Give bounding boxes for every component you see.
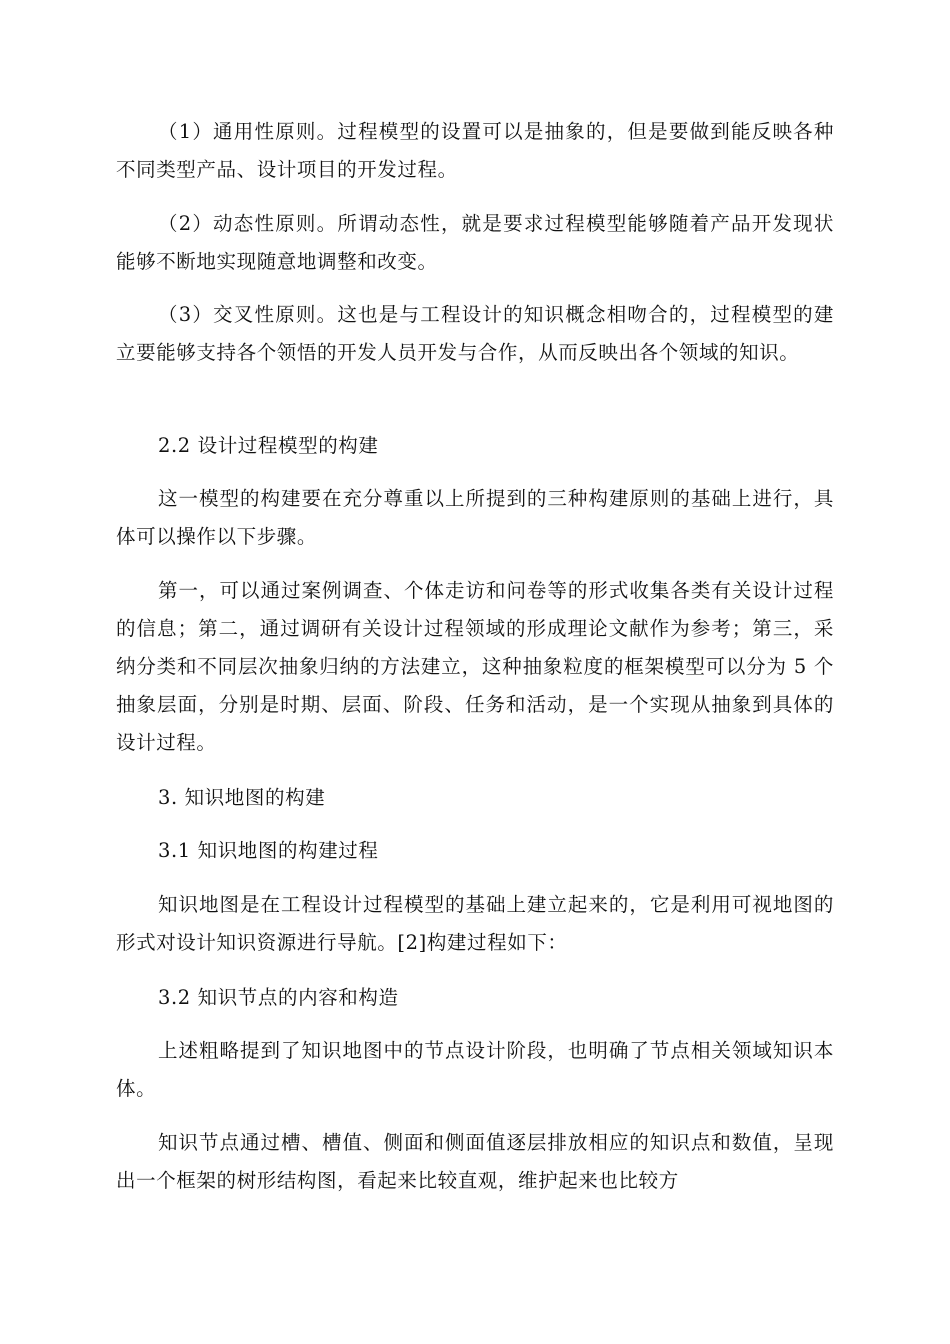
paragraph-principle-dynamic: （2）动态性原则。所谓动态性，就是要求过程模型能够随着产品开发现状能够不断地实现随意地调整和改变。 [116, 212, 834, 273]
paragraph-model-intro: 这一模型的构建要在充分尊重以上所提到的三种构建原则的基础上进行，具体可以操作以下步骤。 [116, 487, 834, 548]
paragraph-principle-crossover: （3）交叉性原则。这也是与工程设计的知识概念相吻合的，过程模型的建立要能够支持各个领悟的开发人员开发与合作，从而反映出各个领域的知识。 [116, 303, 834, 364]
paragraph-map-process: 知识地图是在工程设计过程模型的基础上建立起来的，它是利用可视地图的形式对设计知识资源进行导航。[2]构建过程如下： [116, 893, 834, 954]
section-heading-3: 3. 知识地图的构建 [158, 786, 326, 809]
paragraph-model-steps: 第一，可以通过案例调查、个体走访和问卷等的形式收集各类有关设计过程的信息；第二，通过调研有关设计过程领域的形成理论文献作为参考；第三，采纳分类和不同层次抽象归纳的方法建立，这种抽象粒度的框架模型可以分为 5 个抽象层面，分别是时期、层面、阶段、任务和活动，是一个实现从抽象到具体的设计过程。 [116, 579, 834, 754]
paragraph-node-structure: 知识节点通过槽、槽值、侧面和侧面值逐层排放相应的知识点和数值，呈现出一个框架的树形结构图，看起来比较直观，维护起来也比较方 [116, 1131, 834, 1192]
section-heading-2-2: 2.2 设计过程模型的构建 [158, 434, 379, 457]
paragraph-principle-generality: （1）通用性原则。过程模型的设置可以是抽象的，但是要做到能反映各种不同类型产品、设计项目的开发过程。 [116, 120, 834, 181]
paragraph-node-design: 上述粗略提到了知识地图中的节点设计阶段，也明确了节点相关领域知识本体。 [116, 1039, 834, 1100]
section-heading-3-1: 3.1 知识地图的构建过程 [158, 839, 379, 862]
section-heading-3-2: 3.2 知识节点的内容和构造 [158, 986, 399, 1009]
